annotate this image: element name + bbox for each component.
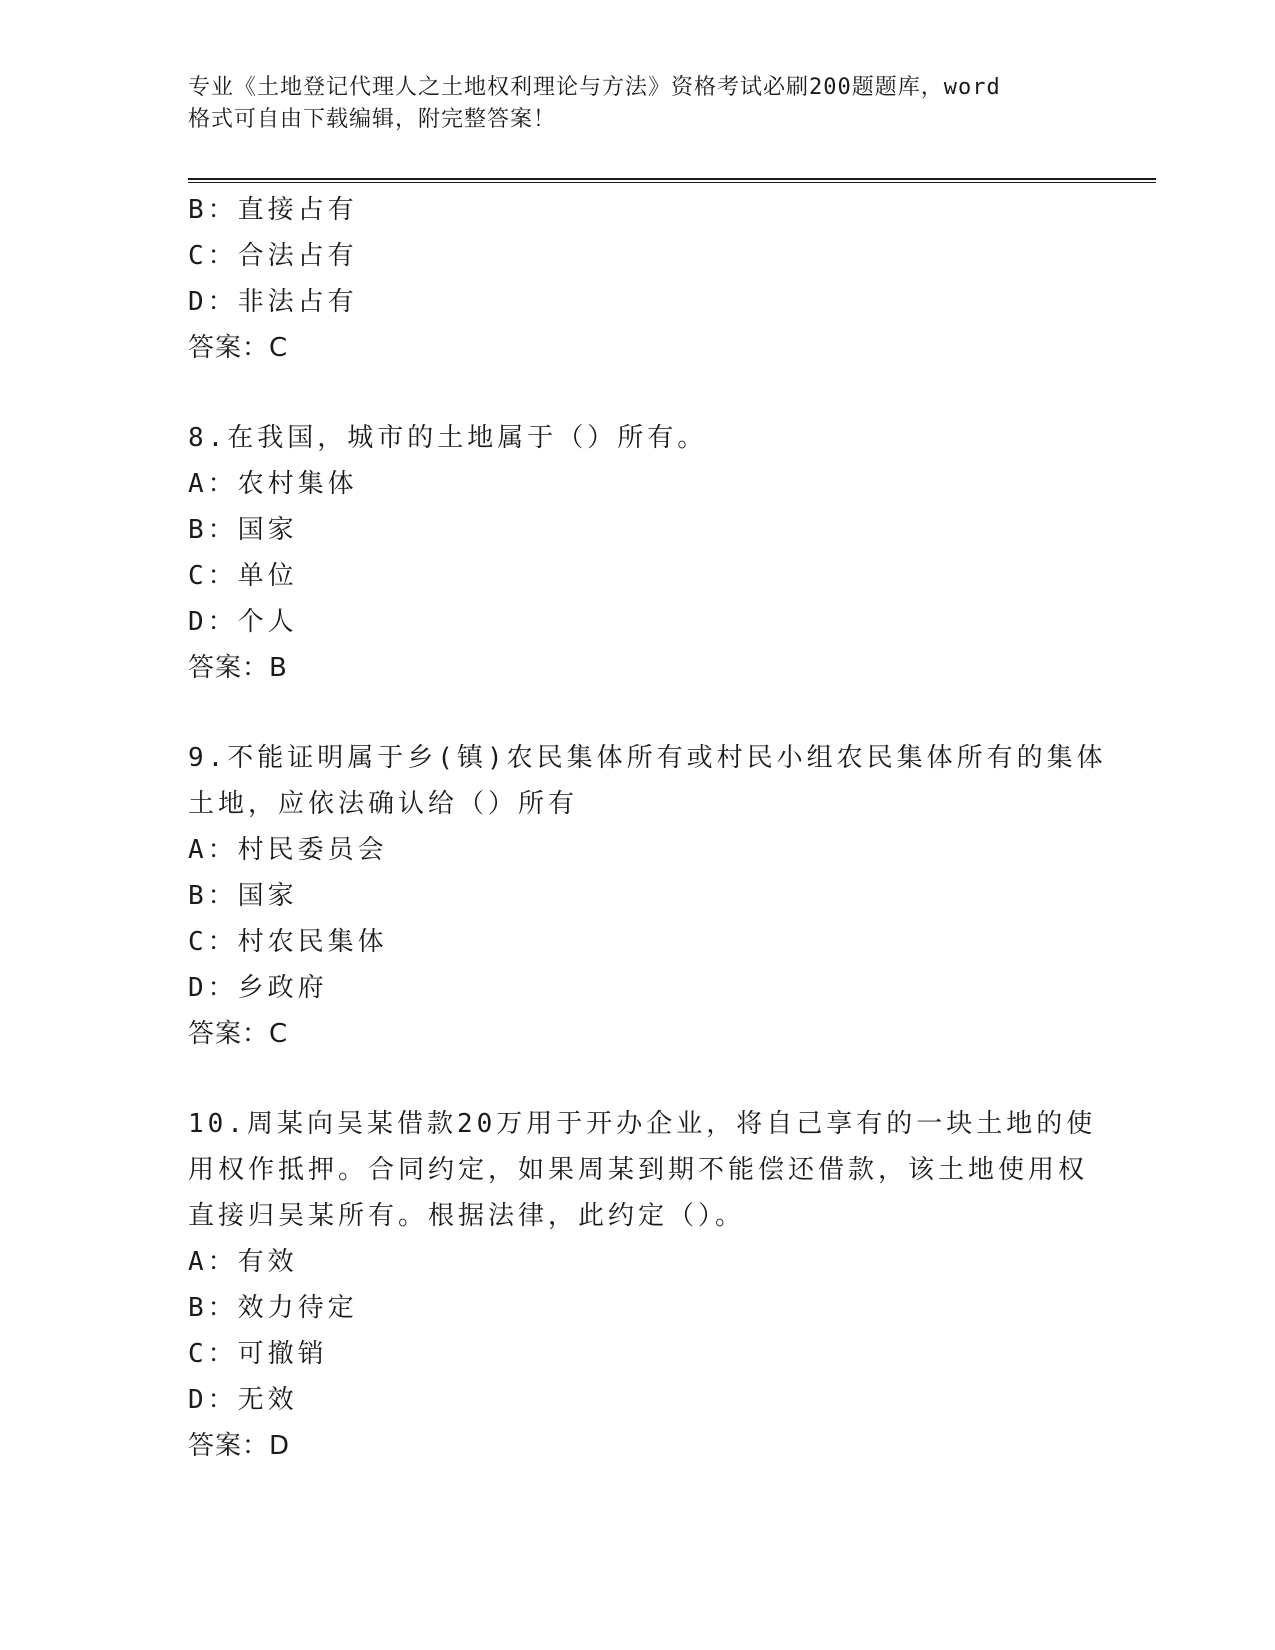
- option-b: B：效力待定: [188, 1293, 358, 1323]
- question-stem: 8.在我国，城市的土地属于（）所有。: [188, 423, 708, 453]
- option-b: B：国家: [188, 881, 298, 911]
- answer: 答案：B: [188, 653, 288, 683]
- question-9: [188, 735, 1107, 1057]
- option-d: D：乡政府: [188, 973, 328, 1003]
- answer: 答案：C: [188, 333, 289, 363]
- option-a: A：村民委员会: [188, 835, 388, 865]
- question-content: [188, 187, 1107, 1469]
- question-8: [188, 415, 1068, 691]
- option-c: C：可撤销: [188, 1339, 328, 1369]
- option-d: D：个人: [188, 607, 298, 637]
- question-stem-line: 10.周某向吴某借款20万用于开办企业，将自己享有的一块土地的使: [188, 1109, 1097, 1139]
- question-stem-line: 土地，应依法确认给（）所有: [188, 789, 579, 819]
- document-header: [188, 72, 1068, 136]
- answer: 答案：D: [188, 1431, 291, 1461]
- option-c: C：合法占有: [188, 241, 358, 271]
- question-stem-line: 用权作抵押。合同约定，如果周某到期不能偿还借款，该土地使用权: [188, 1155, 1089, 1185]
- header-line-1: 专业《土地登记代理人之土地权利理论与方法》资格考试必刷200题题库，word: [188, 75, 1001, 100]
- option-c: C：单位: [188, 561, 298, 591]
- option-d: D：无效: [188, 1385, 298, 1415]
- option-a: A：有效: [188, 1247, 298, 1277]
- option-b: B：直接占有: [188, 195, 358, 225]
- option-b: B：国家: [188, 515, 298, 545]
- question-stem-line: 9.不能证明属于乡(镇)农民集体所有或村民小组农民集体所有的集体: [188, 743, 1107, 773]
- answer: 答案：C: [188, 1019, 289, 1049]
- question-7-continuation: [188, 187, 1068, 371]
- option-a: A：农村集体: [188, 469, 358, 499]
- option-c: C：村农民集体: [188, 927, 388, 957]
- header-divider: [188, 178, 1156, 183]
- header-line-2: 格式可自由下载编辑，附完整答案！: [188, 107, 557, 132]
- option-d: D：非法占有: [188, 287, 358, 317]
- question-10: [188, 1101, 1097, 1469]
- question-stem-line: 直接归吴某所有。根据法律，此约定（）。: [188, 1201, 746, 1231]
